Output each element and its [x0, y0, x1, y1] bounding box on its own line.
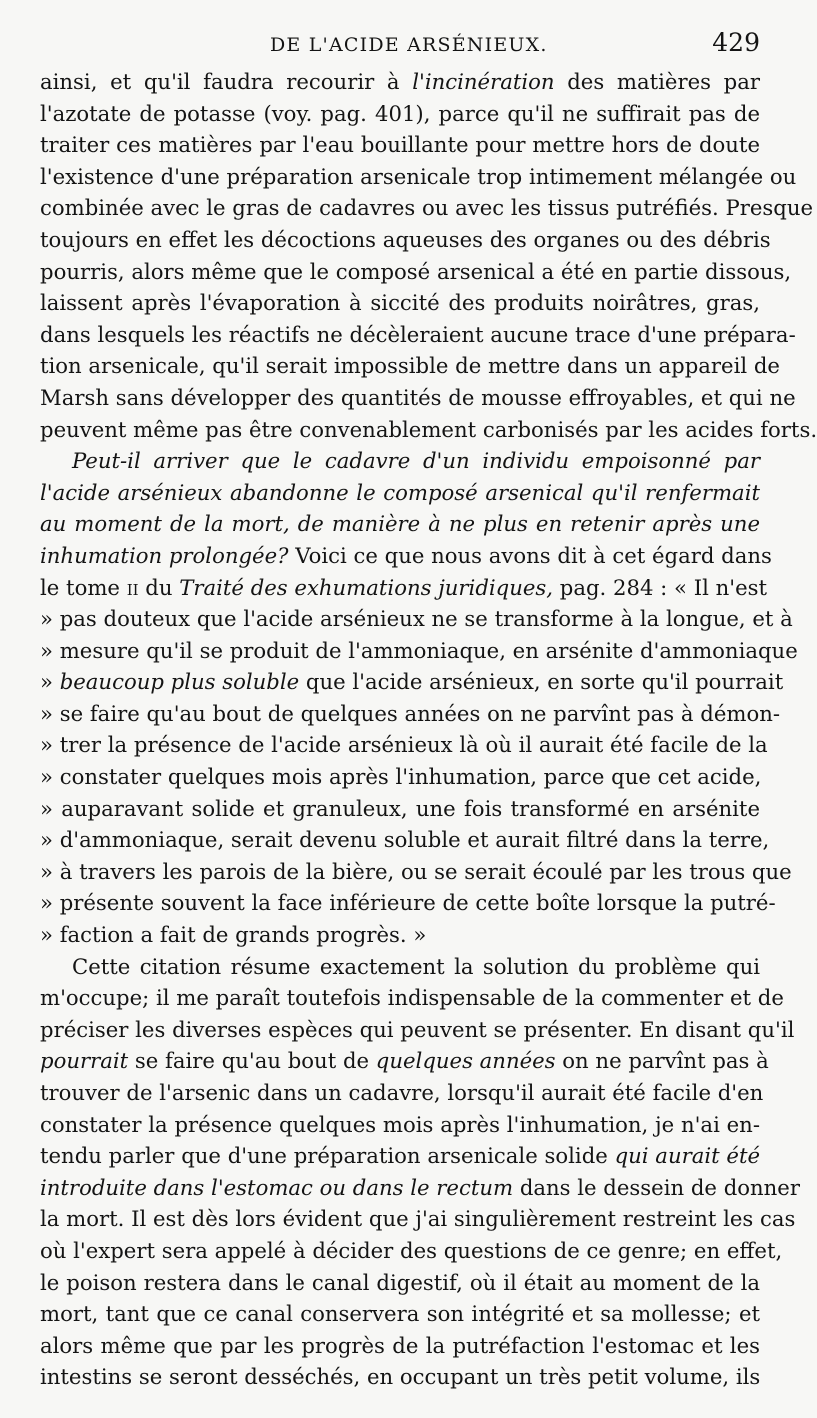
italic-span: inhumation prolongée? — [40, 542, 289, 568]
text-span: » à travers les parois de la bière, ou se serait écoulé par les trous que — [40, 858, 792, 884]
italic-span: pourrait — [40, 1048, 129, 1074]
text-line — [40, 1203, 796, 1235]
text-line — [40, 666, 784, 698]
text-span: peuvent même pas être convenablement carbonisés par les acides forts. — [40, 416, 817, 442]
text-span: » d'ammoniaque, serait devenu soluble et aurait filtré dans la terre, — [40, 827, 770, 853]
text-span: mort, tant que ce canal conservera son intégrité et sa mollesse; et — [40, 1301, 760, 1327]
text-line — [40, 729, 768, 761]
text-span: » — [40, 669, 60, 695]
italic-span: beaucoup plus soluble — [59, 669, 300, 695]
text-line — [40, 129, 760, 161]
text-line — [40, 224, 771, 256]
text-line — [40, 856, 792, 888]
text-span: se faire qu'au bout de — [128, 1048, 376, 1074]
text-line — [40, 66, 760, 98]
italic-span: au moment de la mort, de manière à ne plus en retenir après une — [40, 511, 760, 537]
text-line — [40, 793, 760, 825]
text-line — [40, 192, 814, 224]
text-span: » faction a fait de grands progrès. » — [40, 922, 427, 948]
italic-span: qui aurait été — [614, 1143, 760, 1169]
text-span: laissent après l'évaporation à siccité des produits noirâtres, gras, — [40, 290, 760, 316]
text-line — [40, 1172, 800, 1204]
text-line — [40, 951, 760, 983]
text-span: que l'acide arsénieux, en sorte qu'il pourrait — [299, 669, 784, 695]
text-span: traiter ces matières par l'eau bouillante pour mettre hors de doute — [40, 132, 760, 158]
italic-span: Peut-il arriver que le cadavre d'un individu empoisonné par — [72, 448, 760, 474]
text-span: » trer la présence de l'acide arsénieux là où il aurait été facile de la — [40, 732, 768, 758]
italic-span: Traité des exhumations juridiques, — [179, 574, 554, 600]
text-span: pourris, alors même que le composé arsenical a été en partie dissous, — [40, 258, 792, 284]
text-line — [40, 161, 797, 193]
text-span: Voici ce que nous avons dit à cet égard dans — [288, 542, 772, 568]
text-line — [40, 508, 760, 540]
text-line — [40, 1361, 760, 1393]
text-line — [40, 256, 792, 288]
italic-span: l'incinération — [412, 69, 555, 94]
text-line — [40, 982, 784, 1014]
italic-span: l'acide arsénieux abandonne le composé arsenical qu'il renfermait — [40, 479, 760, 505]
text-line — [40, 382, 796, 414]
page-number: 429 — [712, 28, 760, 57]
text-span: » constater quelques mois après l'inhumation, parce que cet acide, — [40, 764, 762, 790]
text-span: où l'expert sera appelé à décider des questions de ce genre; en effet, — [40, 1237, 783, 1263]
text-span: » se faire qu'au bout de quelques années on ne parvînt pas à démon- — [40, 700, 781, 726]
text-line — [40, 1077, 764, 1109]
text-line — [40, 350, 780, 382]
text-span: pag. 284 : « Il n'est — [553, 574, 768, 600]
text-span: Cette citation résume exactement la solution du problème qui — [72, 953, 760, 979]
text-span: » auparavant solide et granuleux, une fois transformé en arsénite — [40, 795, 760, 821]
text-line — [40, 540, 772, 572]
text-span: m'occupe; il me paraît toutefois indispensable de la commenter et de — [40, 985, 784, 1011]
text-line — [40, 1014, 795, 1046]
text-line — [40, 1330, 760, 1362]
text-span: ii — [126, 574, 139, 600]
running-head: DE L'ACIDE ARSÉNIEUX. — [270, 34, 548, 56]
text-span: le poison restera dans le canal digestif, où il était au moment de la — [40, 1269, 760, 1295]
text-line — [40, 477, 760, 509]
text-span: l'azotate de potasse (voy. pag. 401), parce qu'il ne suffirait pas de — [40, 100, 760, 126]
text-span: constater la présence quelques mois après l'inhumation, je n'ai en- — [40, 1111, 760, 1137]
text-line — [40, 1140, 760, 1172]
text-span: tion arsenicale, qu'il serait impossible de mettre dans un appareil de — [40, 353, 780, 379]
text-line — [40, 287, 760, 319]
text-line — [40, 1109, 760, 1141]
text-span: le tome — [40, 574, 127, 600]
text-line — [40, 824, 770, 856]
italic-span: quelques années — [375, 1048, 556, 1074]
text-span: trouver de l'arsenic dans un cadavre, lorsqu'il aurait été facile d'en — [40, 1080, 764, 1105]
text-span: » mesure qu'il se produit de l'ammoniaque, en arsénite d'ammoniaque — [40, 637, 798, 663]
text-span: dans le dessein de donner — [513, 1174, 800, 1200]
text-span: on ne parvînt pas à — [555, 1048, 769, 1074]
text-line — [40, 319, 796, 351]
text-line — [40, 1298, 760, 1330]
text-span: ainsi, et qu'il faudra recourir à — [40, 69, 413, 94]
text-line — [40, 414, 817, 446]
text-span: alors même que par les progrès de la putréfaction l'estomac et les — [40, 1332, 760, 1358]
text-line — [40, 887, 776, 919]
text-span: tendu parler que d'une préparation arsenicale solide — [40, 1143, 615, 1169]
text-span: combinée avec le gras de cadavres ou avec les tissus putréfiés. Presque — [40, 195, 814, 221]
italic-span: introduite dans l'estomac ou dans le rectum — [40, 1174, 514, 1200]
text-span: la mort. Il est dès lors évident que j'ai singulièrement restreint les cas — [40, 1206, 796, 1232]
text-line — [40, 1235, 783, 1267]
text-line — [40, 445, 760, 477]
text-line — [40, 98, 760, 130]
text-span: du — [138, 574, 180, 600]
text-line — [40, 1267, 760, 1299]
text-line — [40, 572, 768, 604]
text-line — [40, 761, 760, 793]
text-span: intestins se seront desséchés, en occupant un très petit volume, ils — [40, 1364, 761, 1390]
text-line — [40, 698, 781, 730]
text-span: préciser les diverses espèces qui peuvent se présenter. En disant qu'il — [40, 1016, 795, 1042]
text-span: » pas douteux que l'acide arsénieux ne se transforme à la longue, et à — [40, 606, 793, 632]
page-header — [40, 28, 760, 64]
text-span: l'existence d'une préparation arsenicale trop intimement mélangée ou — [40, 163, 797, 189]
text-line — [40, 919, 760, 951]
text-span: dans lesquels les réactifs ne décèleraient aucune trace d'une prépara- — [40, 321, 796, 347]
text-line — [40, 1045, 769, 1077]
body-text — [40, 66, 817, 1393]
text-span: Marsh sans développer des quantités de mousse effroyables, et qui ne — [40, 384, 796, 410]
text-span: des matières par — [554, 69, 760, 94]
text-line — [40, 603, 793, 635]
text-span: » présente souvent la face inférieure de cette boîte lorsque la putré- — [40, 890, 776, 916]
text-span: toujours en effet les décoctions aqueuses des organes ou des débris — [40, 226, 771, 252]
text-line — [40, 635, 798, 667]
